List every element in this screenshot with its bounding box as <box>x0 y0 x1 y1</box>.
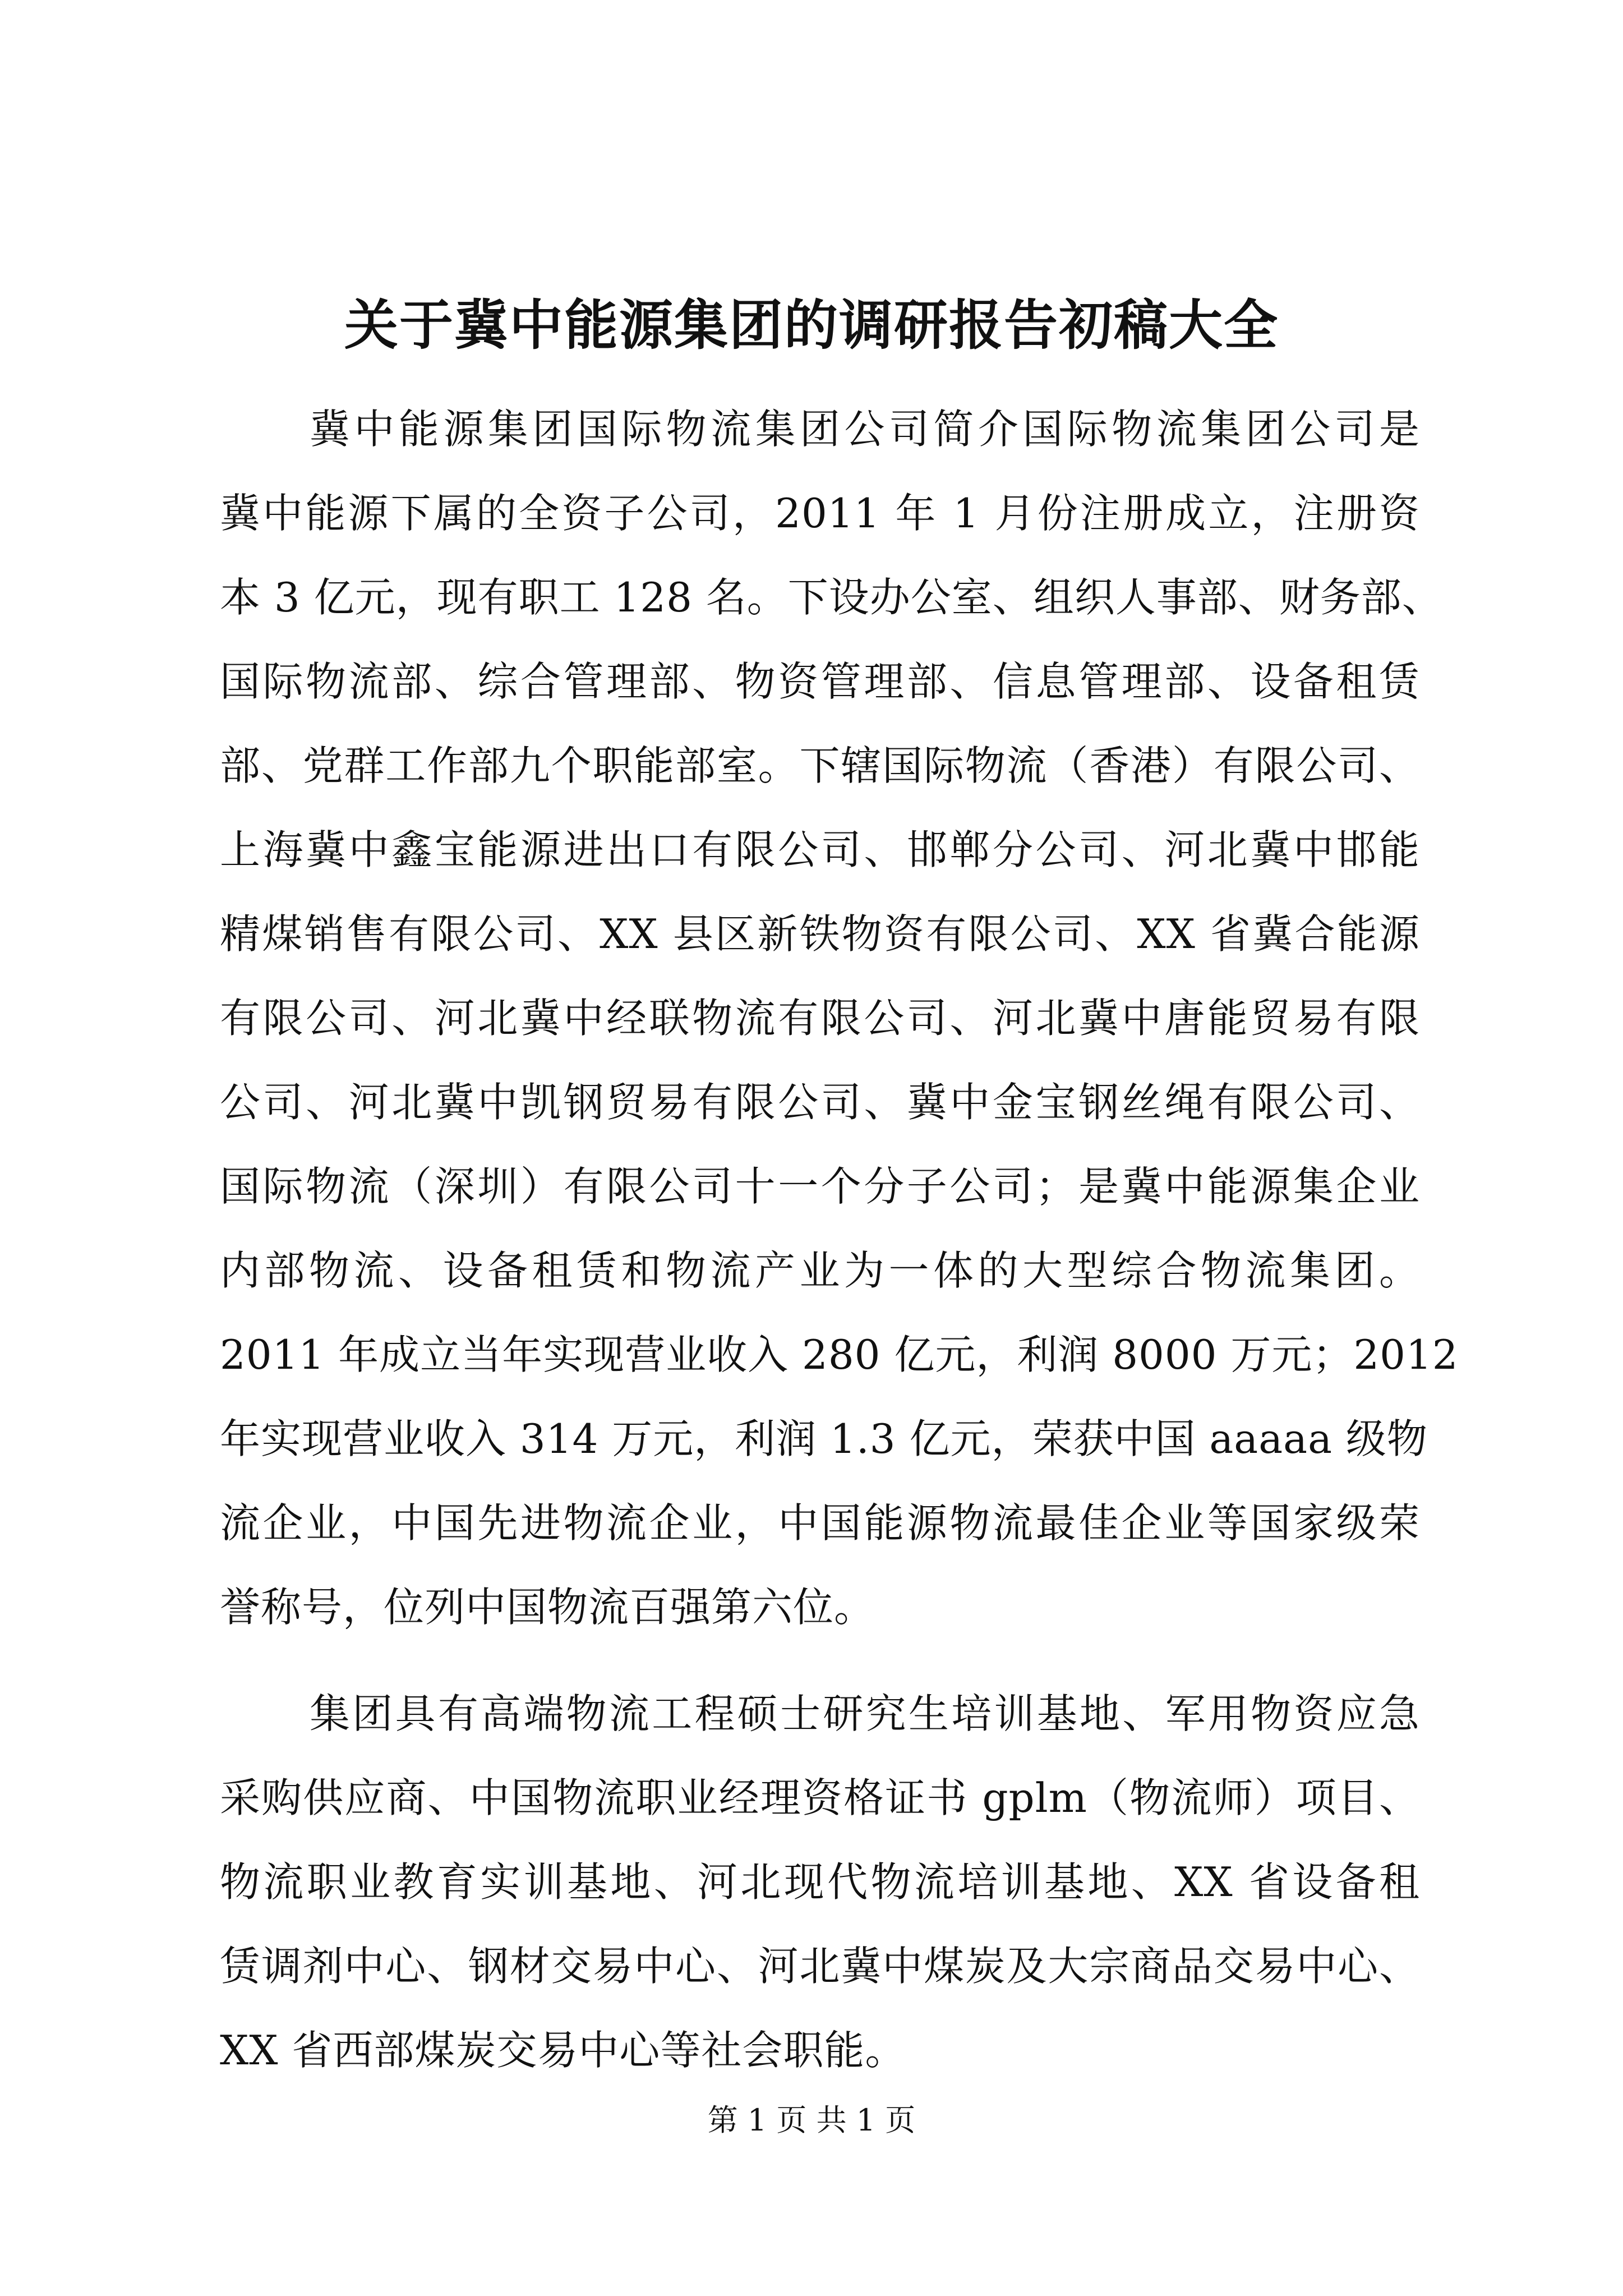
paragraph-1-line-10: 国际物流（深圳）有限公司十一个分子公司；是冀中能源集企业 <box>220 1163 1420 1210</box>
paragraph-1-line-1: 冀中能源集团国际物流集团公司简介国际物流集团公司是 <box>310 406 1420 453</box>
document-title: 关于冀中能源集团的调研报告初稿大全 <box>344 293 1279 357</box>
paragraph-1-line-5: 部、党群工作部九个职能部室。下辖国际物流（香港）有限公司、 <box>220 742 1420 789</box>
paragraph-2-line-3: 物流职业教育实训基地、河北现代物流培训基地、XX 省设备租 <box>220 1858 1420 1906</box>
paragraph-1-line-13: 年实现营业收入 314 万元，利润 1.3 亿元，荣获中国 aaaaa 级物 <box>220 1415 1428 1462</box>
paragraph-2-line-4: 赁调剂中心、钢材交易中心、河北冀中煤炭及大宗商品交易中心、 <box>220 1943 1420 1990</box>
paragraph-1-line-7: 精煤销售有限公司、XX 县区新铁物资有限公司、XX 省冀合能源 <box>220 910 1420 958</box>
paragraph-1-line-11: 内部物流、设备租赁和物流产业为一体的大型综合物流集团。 <box>220 1247 1420 1294</box>
paragraph-1-line-9: 公司、河北冀中凯钢贸易有限公司、冀中金宝钢丝绳有限公司、 <box>220 1079 1420 1126</box>
paragraph-1-line-15: 誉称号，位列中国物流百强第六位。 <box>220 1584 875 1631</box>
page-footer: 第 1 页 共 1 页 <box>707 2102 916 2138</box>
paragraph-1-line-6: 上海冀中鑫宝能源进出口有限公司、邯郸分公司、河北冀中邯能 <box>220 826 1420 873</box>
paragraph-2-line-1: 集团具有高端物流工程硕士研究生培训基地、军用物资应急 <box>310 1690 1420 1737</box>
paragraph-1-line-2: 冀中能源下属的全资子公司，2011 年 1 月份注册成立，注册资 <box>220 490 1420 537</box>
paragraph-1-line-14: 流企业，中国先进物流企业，中国能源物流最佳企业等国家级荣 <box>220 1499 1420 1547</box>
paragraph-1-line-12: 2011 年成立当年实现营业收入 280 亿元，利润 8000 万元；2012 <box>220 1331 1459 1378</box>
paragraph-2-line-2: 采购供应商、中国物流职业经理资格证书 gplm（物流师）项目、 <box>220 1774 1420 1821</box>
paragraph-2-line-5: XX 省西部煤炭交易中心等社会职能。 <box>220 2027 906 2074</box>
paragraph-1-line-8: 有限公司、河北冀中经联物流有限公司、河北冀中唐能贸易有限 <box>220 995 1420 1042</box>
paragraph-1-line-3: 本 3 亿元，现有职工 128 名。下设办公室、组织人事部、财务部、 <box>220 574 1443 621</box>
paragraph-1-line-4: 国际物流部、综合管理部、物资管理部、信息管理部、设备租赁 <box>220 658 1420 705</box>
